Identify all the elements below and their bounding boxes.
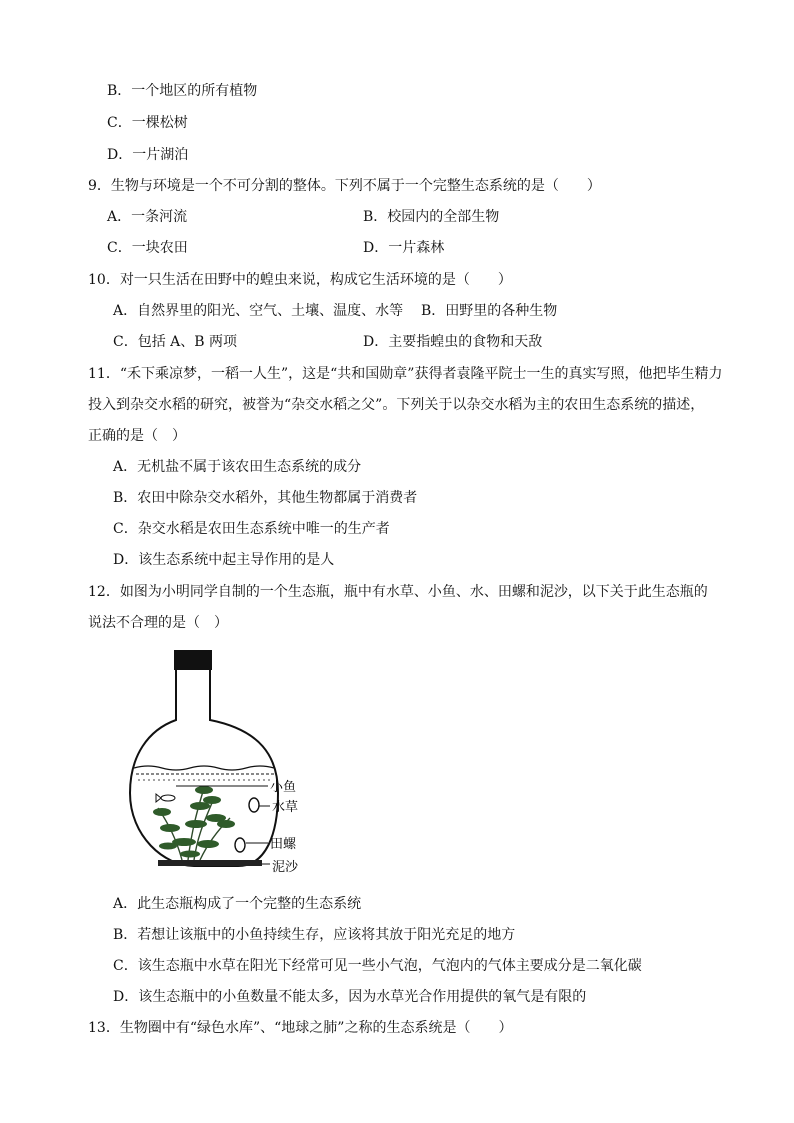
- q12-option-b: B．若想让该瓶中的小鱼持续生存，应该将其放于阳光充足的地方: [113, 927, 516, 943]
- q10-option-b: B．田野里的各种生物: [421, 303, 558, 319]
- water-grass-leaves: [153, 786, 235, 858]
- q10-stem: 10．对一只生活在田野中的蝗虫来说，构成它生活环境的是（ ）: [88, 272, 512, 288]
- label-fish: 小鱼: [270, 780, 297, 795]
- q12-stem-line-2: 说法不合理的是（ ）: [88, 615, 228, 631]
- q9-option-b: B．校园内的全部生物: [363, 209, 500, 225]
- q11-stem-line-1: 11．“禾下乘凉梦，一稻一人生”，这是“共和国勋章”获得者袁隆平院士一生的真实写照，他把毕生精力: [88, 366, 723, 382]
- q8-option-d: D．一片湖泊: [107, 147, 189, 163]
- sand-layer: [158, 860, 262, 866]
- q11-stem-line-3: 正确的是（ ）: [88, 428, 186, 444]
- label-grass: 水草: [272, 800, 299, 815]
- q8-option-b: B．一个地区的所有植物: [107, 83, 258, 99]
- water-surface: [134, 766, 274, 770]
- q11-option-b: B．农田中除杂交水稻外，其他生物都属于消费者: [113, 490, 418, 506]
- q10-option-c: C．包括 A、B 两项: [113, 334, 238, 350]
- bottle-outline: [130, 670, 278, 866]
- q12-option-a: A．此生态瓶构成了一个完整的生态系统: [113, 896, 362, 912]
- q10-option-d: D．主要指蝗虫的食物和天敌: [363, 334, 543, 350]
- q13-stem: 13．生物圈中有“绿色水库”、“地球之肺”之称的生态系统是（ ）: [88, 1020, 513, 1036]
- snail: [235, 798, 259, 852]
- eco-bottle-illustration: [128, 648, 318, 880]
- q11-stem-line-2: 投入到杂交水稻的研究，被誉为“杂交水稻之父”。下列关于以杂交水稻为主的农田生态系统的描述，: [88, 397, 705, 413]
- label-sand: 泥沙: [272, 860, 299, 875]
- q9-stem: 9．生物与环境是一个不可分割的整体。下列不属于一个完整生态系统的是（ ）: [88, 178, 601, 194]
- q12-option-d: D．该生态瓶中的小鱼数量不能太多，因为水草光合作用提供的氧气是有限的: [113, 989, 587, 1005]
- q8-option-c: C．一棵松树: [107, 115, 188, 131]
- q9-option-c: C．一块农田: [107, 240, 188, 256]
- q12-option-c: C．该生态瓶中水草在阳光下经常可见一些小气泡，气泡内的气体主要成分是二氧化碳: [113, 958, 642, 974]
- q10-option-a: A．自然界里的阳光、空气、土壤、温度、水等: [113, 303, 404, 319]
- label-snail: 田螺: [270, 837, 297, 852]
- eco-bottle-figure: [128, 648, 318, 880]
- q9-option-d: D．一片森林: [363, 240, 445, 256]
- q11-option-a: A．无机盐不属于该农田生态系统的成分: [113, 459, 362, 475]
- bottle-cork: [174, 650, 212, 670]
- fish: [156, 794, 175, 802]
- q11-option-c: C．杂交水稻是农田生态系统中唯一的生产者: [113, 521, 390, 537]
- q9-option-a: A．一条河流: [107, 209, 188, 225]
- q11-option-d: D．该生态系统中起主导作用的是人: [113, 552, 335, 568]
- q12-stem-line-1: 12．如图为小明同学自制的一个生态瓶，瓶中有水草、小鱼、水、田螺和泥沙，以下关于此生态瓶的: [88, 584, 708, 600]
